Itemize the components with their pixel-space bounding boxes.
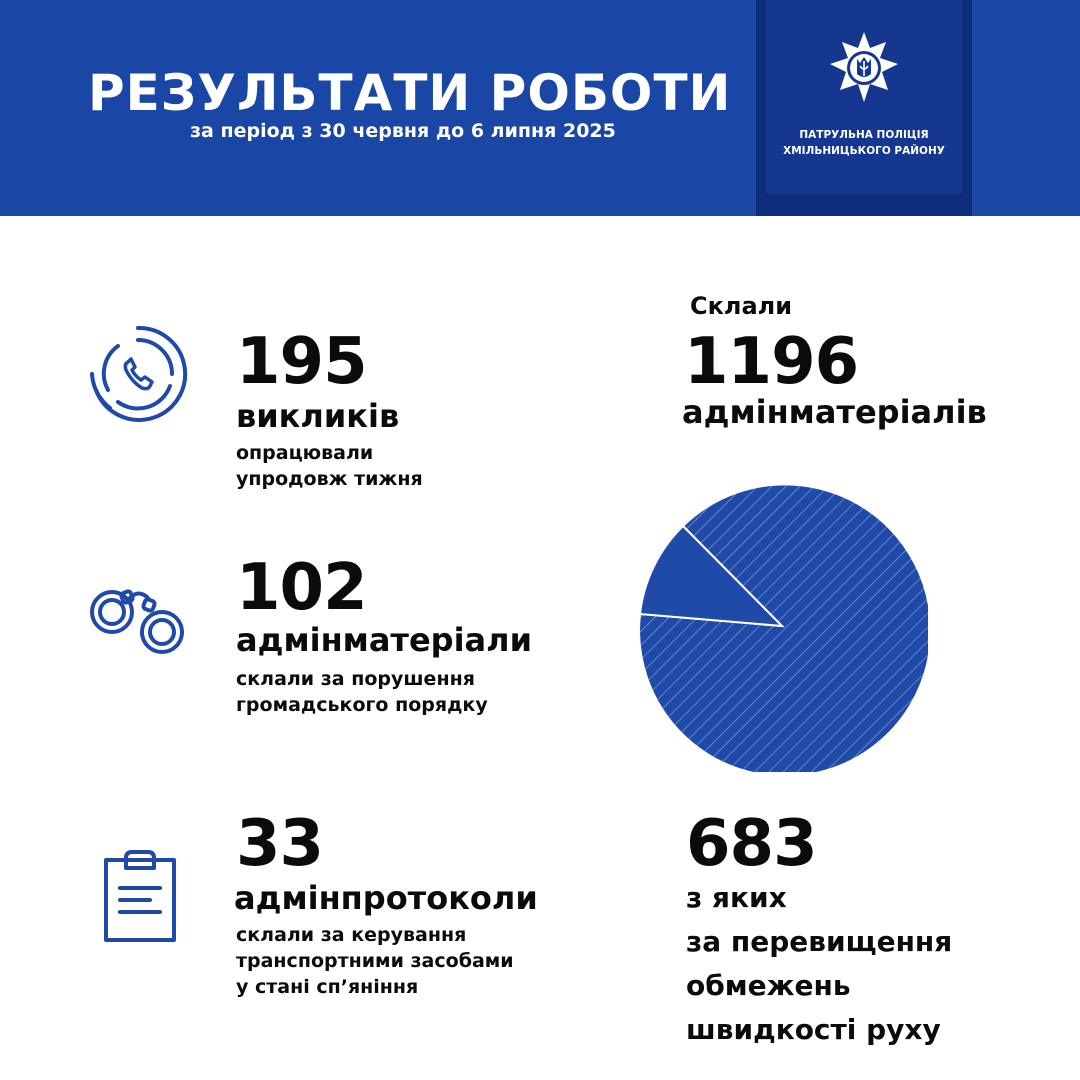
materials-pie-chart (636, 480, 928, 772)
calls-desc-line1: опрацювали (236, 442, 374, 464)
admin-materials-desc-line2: громадського порядку (236, 694, 488, 716)
admin-materials-unit: адмінматеріали (236, 621, 532, 659)
header-banner (0, 0, 1080, 216)
total-label: Склали (690, 292, 793, 320)
calls-number: 195 (236, 325, 367, 399)
logo-caption-line1: ПАТРУЛЬНА ПОЛІЦІЯ (799, 129, 929, 141)
protocols-description (236, 922, 514, 1000)
page-title: РЕЗУЛЬТАТИ РОБОТИ (88, 64, 732, 122)
phone-call-icon (88, 324, 188, 424)
protocols-desc-line1: склали за керування (236, 924, 467, 946)
admin-materials-desc-line1: склали за порушення (236, 668, 475, 690)
speeding-desc-line1: з яких (686, 881, 787, 914)
clipboard-icon (102, 848, 178, 944)
police-star-icon (824, 30, 904, 110)
admin-materials-description (236, 666, 488, 718)
speeding-description (686, 876, 952, 1052)
police-logo-block (756, 0, 972, 216)
period-subtitle: за період з 30 червня до 6 липня 2025 (190, 120, 616, 142)
protocols-desc-line3: у стані сп’яніння (236, 976, 419, 998)
logo-caption (766, 127, 962, 159)
calls-description (236, 440, 423, 492)
calls-desc-line2: упродовж тижня (236, 468, 423, 490)
calls-unit: викликів (236, 397, 400, 435)
speeding-desc-line2: за перевищення (686, 925, 953, 958)
protocols-unit: адмінпротоколи (234, 879, 538, 917)
speeding-number: 683 (686, 807, 817, 881)
speeding-desc-line4: швидкості руху (686, 1013, 941, 1046)
speeding-desc-line3: обмежень (686, 969, 851, 1002)
admin-materials-number: 102 (236, 551, 367, 625)
total-unit: адмінматеріалів (682, 393, 987, 431)
logo-caption-line2: ХМІЛЬНИЦЬКОГО РАЙОНУ (783, 145, 945, 157)
protocols-number: 33 (236, 807, 324, 881)
handcuffs-icon (88, 578, 190, 660)
protocols-desc-line2: транспортними засобами (236, 950, 514, 972)
total-number: 1196 (684, 325, 859, 399)
